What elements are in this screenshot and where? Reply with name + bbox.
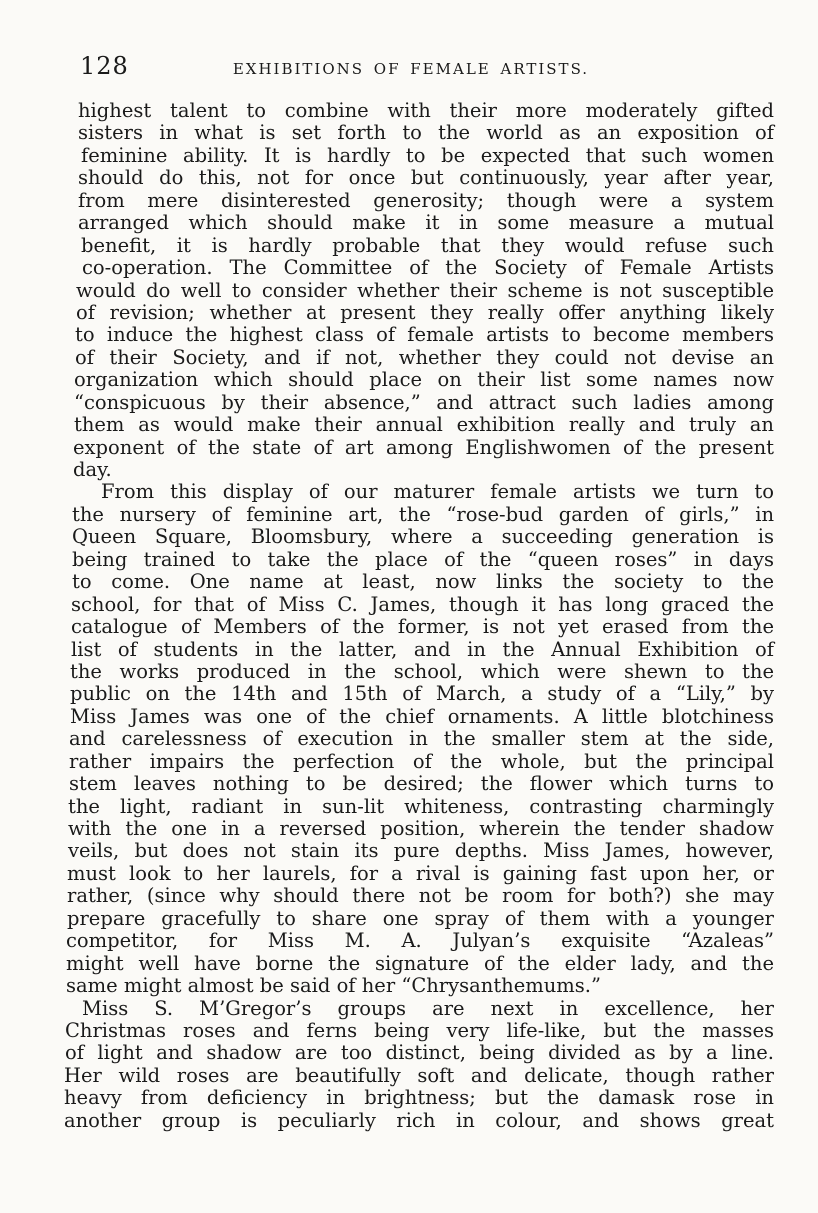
text-line: arranged which should make it in some measure a mutual xyxy=(78,211,774,235)
text-line: highest talent to combine with their more moderately gifted xyxy=(78,99,774,122)
text-line: them as would make their annual exhibition really and truly an xyxy=(74,413,774,437)
text-line: Queen Square, Bloomsbury, where a succeeding generation is xyxy=(72,525,774,549)
text-line: veils, but does not stain its pure depths. Miss James, however, xyxy=(68,839,774,863)
text-line: organization which should place on their list some names now xyxy=(74,368,774,392)
text-line: co-operation. The Committee of the Society of Female Artists xyxy=(82,256,774,280)
text-line: with the one in a reversed position, wherein the tender shadow xyxy=(68,817,774,840)
text-line: would do well to consider whether their scheme is not susceptible xyxy=(76,278,774,302)
text-line: of light and shadow are too distinct, being divided as by a line. xyxy=(65,1041,774,1065)
text-line: the light, radiant in sun-lit whiteness, contrasting charmingly xyxy=(68,794,774,818)
text-line: competitor, for Miss M. A. Julyan’s exquisite “Azaleas” xyxy=(66,929,774,953)
text-line: benefit, it is hardly probable that they would refuse such xyxy=(81,233,774,257)
body-text xyxy=(64,100,774,1132)
text-line: rather, (since why should there not be room for both?) she may xyxy=(67,884,774,908)
text-line: heavy from deficiency in brightness; but the damask rose in xyxy=(64,1086,774,1110)
text-line: public on the 14th and 15th of March, a study of a “Lily,” by xyxy=(70,682,774,706)
text-line: feminine ability. It is hardly to be expected that such women xyxy=(81,143,774,167)
text-line: and carelessness of execution in the smaller stem at the side, xyxy=(69,727,774,751)
text-line: school, for that of Miss C. James, though it has long graced the xyxy=(71,592,774,616)
text-line: sisters in what is set forth to the world as an exposition of xyxy=(78,121,774,145)
text-line: the nursery of feminine art, the “rose-bud garden of girls,” in xyxy=(72,502,774,526)
text-line: Her wild roses are beautifully soft and delicate, though rather xyxy=(64,1063,774,1087)
text-line: the works produced in the school, which were shewn to the xyxy=(70,659,774,683)
text-line: to induce the highest class of female artists to become members xyxy=(75,323,774,347)
text-line: stem leaves nothing to be desired; the flower which turns to xyxy=(69,772,774,796)
text-line: catalogue of Members of the former, is not yet erased from the xyxy=(71,615,774,639)
text-line: might well have borne the signature of the elder lady, and the xyxy=(66,951,774,975)
text-line: prepare gracefully to share one spray of them with a younger xyxy=(67,906,774,930)
page-number: 128 xyxy=(80,52,129,80)
text-line: exponent of the state of art among Englishwomen of the present xyxy=(73,435,774,459)
running-head: EXHIBITIONS OF FEMALE ARTISTS. xyxy=(232,60,590,78)
text-line: list of students in the latter, and in the Annual Exhibition of xyxy=(71,637,774,661)
text-line: Christmas roses and ferns being very life-like, but the masses xyxy=(65,1018,774,1042)
text-line: from mere disinterested generosity; though were a system xyxy=(78,188,774,212)
text-line: rather impairs the perfection of the whole, but the principal xyxy=(69,749,774,773)
text-line: Miss James was one of the chief ornaments. A little blotchiness xyxy=(70,704,774,728)
text-line: Miss S. M’Gregor’s groups are next in excellence, her xyxy=(82,996,774,1020)
page-header xyxy=(80,52,780,80)
text-line: must look to her laurels, for a rival is gaining fast upon her, or xyxy=(67,861,774,885)
text-line: same might almost be said of her “Chrysanthemums.” xyxy=(66,974,601,998)
text-line: should do this, not for once but continuously, year after year, xyxy=(78,166,774,190)
text-line: day. xyxy=(73,458,112,481)
text-line: of revision; whether at present they really offer anything likely xyxy=(76,300,774,324)
text-line: From this display of our maturer female artists we turn to xyxy=(101,480,774,504)
text-line: to come. One name at least, now links the society to the xyxy=(72,570,774,594)
text-line: being trained to take the place of the “queen roses” in days xyxy=(72,547,774,571)
text-line: of their Society, and if not, whether they could not devise an xyxy=(75,345,774,369)
text-line: “conspicuous by their absence,” and attract such ladies among xyxy=(74,390,774,414)
text-line: another group is peculiarly rich in colour, and shows great xyxy=(64,1108,774,1132)
